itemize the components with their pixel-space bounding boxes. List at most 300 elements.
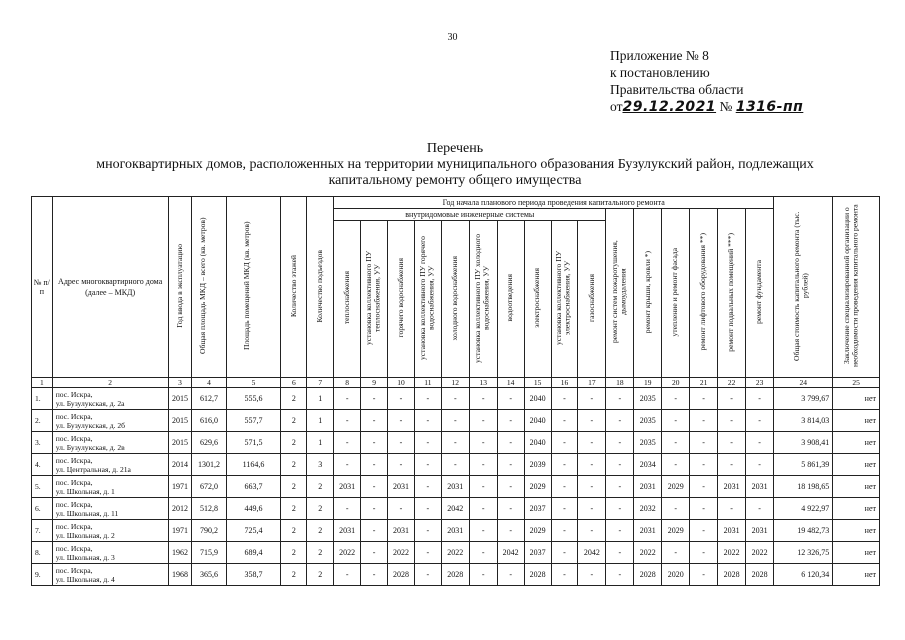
table-body [32, 388, 880, 586]
table-cell: - [690, 520, 718, 542]
table-row [32, 388, 880, 410]
table-cell: 4 922,97 [774, 498, 833, 520]
table-cell: 2031 [388, 476, 415, 498]
column-number: 19 [634, 378, 662, 388]
table-cell: 2039 [524, 454, 551, 476]
table-cell: - [746, 432, 774, 454]
column-number: 22 [718, 378, 746, 388]
table-cell: 18 198,65 [774, 476, 833, 498]
row-address: пос. Искра, ул. Бузулукская, д. 2в [52, 432, 168, 454]
table-cell: 2031 [634, 476, 662, 498]
table-cell: 3 [307, 454, 334, 476]
row-address: пос. Искра, ул. Школьная, д. 3 [52, 542, 168, 564]
table-cell: - [690, 542, 718, 564]
table-cell: - [606, 388, 634, 410]
table-cell: - [361, 432, 388, 454]
header-elec: электроснабжения [524, 221, 551, 378]
header-premises-area: Площадь помещений МКД (кв. метров) [226, 197, 281, 378]
table-cell: - [606, 432, 634, 454]
table-cell: - [578, 410, 606, 432]
table-cell: 2042 [441, 498, 469, 520]
row-address: пос. Искра, ул. Школьная, д. 4 [52, 564, 168, 586]
table-cell: - [361, 542, 388, 564]
table-cell: - [551, 454, 578, 476]
table-cell: 2035 [634, 432, 662, 454]
table-cell: - [414, 432, 441, 454]
table-cell: 2 [281, 564, 307, 586]
table-cell: - [388, 498, 415, 520]
column-number: 17 [578, 378, 606, 388]
column-number: 6 [281, 378, 307, 388]
table-cell: - [718, 498, 746, 520]
row-number: 6. [32, 498, 53, 520]
table-cell: 612,7 [192, 388, 226, 410]
table-cell: - [334, 498, 361, 520]
table-cell: 2028 [388, 564, 415, 586]
table-cell: - [690, 410, 718, 432]
table-cell: нет [833, 454, 880, 476]
document-title [30, 141, 880, 189]
row-number: 3. [32, 432, 53, 454]
table-cell: - [551, 388, 578, 410]
table-cell: - [746, 498, 774, 520]
table-cell: 2012 [168, 498, 192, 520]
table-cell: 2 [281, 520, 307, 542]
column-number: 3 [168, 378, 192, 388]
table-cell: - [441, 388, 469, 410]
table-cell: 358,7 [226, 564, 281, 586]
table-cell: - [606, 542, 634, 564]
table-cell: - [662, 542, 690, 564]
table-cell: - [551, 476, 578, 498]
table-cell: 19 482,73 [774, 520, 833, 542]
table-cell: - [334, 564, 361, 586]
table-cell: - [718, 432, 746, 454]
table-cell: 3 799,67 [774, 388, 833, 410]
table-cell: - [334, 432, 361, 454]
table-cell: 1971 [168, 520, 192, 542]
title-line-1: Перечень [426, 141, 484, 156]
table-row [32, 476, 880, 498]
column-number: 11 [414, 378, 441, 388]
table-cell: 2029 [524, 476, 551, 498]
table-cell: - [662, 454, 690, 476]
table-cell: - [606, 476, 634, 498]
number-prefix: № [719, 99, 733, 114]
table-cell: 1971 [168, 476, 192, 498]
column-number: 21 [690, 378, 718, 388]
table-cell: 2031 [746, 520, 774, 542]
column-number: 15 [524, 378, 551, 388]
table-cell: - [469, 454, 497, 476]
column-number: 1 [32, 378, 53, 388]
table-cell: 2 [307, 476, 334, 498]
table-cell: - [578, 432, 606, 454]
row-number: 8. [32, 542, 53, 564]
table-cell: 2 [281, 542, 307, 564]
table-cell: 2022 [441, 542, 469, 564]
table-cell: - [414, 476, 441, 498]
column-number: 2 [52, 378, 168, 388]
table-row [32, 410, 880, 432]
table-cell: - [551, 564, 578, 586]
table-cell: 2028 [441, 564, 469, 586]
table-cell: - [606, 454, 634, 476]
header-fire: ремонт систем пожаротушения, дымоудаления [606, 209, 634, 378]
header-lift: ремонт лифтового оборудования **) [690, 209, 718, 378]
table-cell: 2 [281, 432, 307, 454]
row-number: 5. [32, 476, 53, 498]
table-cell: 6 120,34 [774, 564, 833, 586]
table-cell: 2031 [334, 520, 361, 542]
table-cell: - [606, 564, 634, 586]
table-cell: - [469, 410, 497, 432]
table-cell: 2031 [441, 476, 469, 498]
table-cell: - [441, 432, 469, 454]
table-row [32, 564, 880, 586]
table-cell: 1 [307, 410, 334, 432]
table-cell: - [690, 498, 718, 520]
row-number: 4. [32, 454, 53, 476]
table-cell: - [469, 432, 497, 454]
table-cell: 512,8 [192, 498, 226, 520]
table-cell: - [361, 388, 388, 410]
header-systems: внутридомовые инженерные системы [334, 209, 606, 221]
table-cell: - [578, 388, 606, 410]
table-cell: 2028 [746, 564, 774, 586]
column-number: 12 [441, 378, 469, 388]
row-number: 9. [32, 564, 53, 586]
table-cell: 5 861,39 [774, 454, 833, 476]
header-basement: ремонт подвальных помещений ***) [718, 209, 746, 378]
table-row [32, 520, 880, 542]
header-address: Адрес многоквартирного дома (далее – МКД) [52, 197, 168, 378]
table-cell: - [414, 410, 441, 432]
header-heat-meter: установка коллективного ПУ теплоснабжения, УУ [361, 221, 388, 378]
table-cell: - [578, 476, 606, 498]
table-row [32, 432, 880, 454]
table-cell: 2 [307, 498, 334, 520]
table-cell: 2031 [388, 520, 415, 542]
table-cell: 2022 [388, 542, 415, 564]
table-cell: 2 [281, 498, 307, 520]
header-total-area: Общая площадь МКД – всего (кв. метров) [192, 197, 226, 378]
table-cell: 2042 [578, 542, 606, 564]
row-address: пос. Искра, ул. Школьная, д. 2 [52, 520, 168, 542]
table-cell: 3 814,03 [774, 410, 833, 432]
table-cell: - [606, 520, 634, 542]
table-cell: 2 [281, 476, 307, 498]
header-gas: газоснабжения [578, 221, 606, 378]
table-cell: 2034 [634, 454, 662, 476]
table-cell: - [334, 388, 361, 410]
table-cell: - [361, 520, 388, 542]
column-number: 9 [361, 378, 388, 388]
table-cell: 2029 [662, 520, 690, 542]
table-cell: - [469, 476, 497, 498]
table-cell: 2015 [168, 410, 192, 432]
table-cell: - [718, 410, 746, 432]
table-cell: 2022 [746, 542, 774, 564]
column-number: 25 [833, 378, 880, 388]
row-address: пос. Искра, ул. Бузулукская, д. 2б [52, 410, 168, 432]
table-cell: 449,6 [226, 498, 281, 520]
table-cell: - [718, 454, 746, 476]
column-number: 4 [192, 378, 226, 388]
table-cell: - [578, 498, 606, 520]
column-number: 23 [746, 378, 774, 388]
table-cell: нет [833, 520, 880, 542]
table-row [32, 498, 880, 520]
header-hot: горячего водоснабжения [388, 221, 415, 378]
row-number: 2. [32, 410, 53, 432]
table-cell: - [662, 388, 690, 410]
table-cell: - [497, 476, 524, 498]
table-cell: - [414, 498, 441, 520]
table-cell: - [361, 498, 388, 520]
table-cell: 663,7 [226, 476, 281, 498]
appendix-line-3: Правительства области [610, 82, 744, 97]
table-cell: 2028 [718, 564, 746, 586]
header-roof: ремонт крыши, кровли *) [634, 209, 662, 378]
table-cell: - [497, 520, 524, 542]
table-cell: 2 [281, 410, 307, 432]
table-cell: 2 [307, 542, 334, 564]
table-cell: 790,2 [192, 520, 226, 542]
table-cell: 2031 [718, 476, 746, 498]
table-cell: 715,9 [192, 542, 226, 564]
table-cell: - [414, 454, 441, 476]
table-cell: - [551, 498, 578, 520]
table-cell: - [606, 498, 634, 520]
table-cell: - [690, 454, 718, 476]
table-cell: - [414, 542, 441, 564]
table-cell: 2035 [634, 410, 662, 432]
table-cell: 555,6 [226, 388, 281, 410]
header-number: № п/п [32, 197, 53, 378]
table-cell: нет [833, 476, 880, 498]
table-cell: 629,6 [192, 432, 226, 454]
table-cell: - [361, 454, 388, 476]
table-cell: - [690, 476, 718, 498]
table-cell: - [690, 388, 718, 410]
header-hot-meter: установка коллективного ПУ горячего водоснабжения, УУ [414, 221, 441, 378]
table-cell: 2037 [524, 498, 551, 520]
table-cell: нет [833, 432, 880, 454]
table-cell: - [497, 432, 524, 454]
table-cell: - [551, 432, 578, 454]
table-cell: 2 [281, 454, 307, 476]
header-cost: Общая стоимость капитального ремонта (тыс. рублей) [774, 197, 833, 378]
table-cell: - [497, 410, 524, 432]
row-address: пос. Искра, ул. Школьная, д. 1 [52, 476, 168, 498]
table-cell: 2028 [634, 564, 662, 586]
appendix-block [610, 47, 803, 116]
table-cell: 2 [307, 520, 334, 542]
column-number: 13 [469, 378, 497, 388]
table-cell: 557,7 [226, 410, 281, 432]
table-cell: - [414, 564, 441, 586]
header-period: Год начала планового периода проведения капитального ремонта [334, 197, 774, 209]
table-cell: 2015 [168, 388, 192, 410]
table-cell: нет [833, 498, 880, 520]
table-cell: - [718, 388, 746, 410]
table-cell: - [469, 388, 497, 410]
table-cell: 2031 [634, 520, 662, 542]
table-cell: 2015 [168, 432, 192, 454]
table-cell: 2 [307, 564, 334, 586]
table-cell: - [469, 564, 497, 586]
table-cell: - [690, 432, 718, 454]
table-cell: 2022 [718, 542, 746, 564]
column-number: 24 [774, 378, 833, 388]
table-cell: 365,6 [192, 564, 226, 586]
header-cold-meter: установка коллективного ПУ холодного водоснабжения, УУ [469, 221, 497, 378]
table-cell: - [551, 520, 578, 542]
table-cell: 2029 [524, 520, 551, 542]
table-cell: - [578, 564, 606, 586]
decree-number: 1316-пп [735, 99, 804, 115]
table-cell: 1301,2 [192, 454, 226, 476]
title-line-3: капитальному ремонту общего имущества [328, 173, 582, 188]
table-cell: - [662, 410, 690, 432]
table-cell: - [414, 388, 441, 410]
table-cell: - [441, 454, 469, 476]
table-cell: нет [833, 410, 880, 432]
column-number: 8 [334, 378, 361, 388]
table-cell: - [578, 454, 606, 476]
table-cell: 3 908,41 [774, 432, 833, 454]
row-number: 7. [32, 520, 53, 542]
page-number: 30 [447, 32, 458, 43]
table-cell: - [746, 454, 774, 476]
column-number: 7 [307, 378, 334, 388]
table-cell: - [388, 454, 415, 476]
row-address: пос. Искра, ул. Бузулукская, д. 2а [52, 388, 168, 410]
table-cell: - [388, 432, 415, 454]
table-cell: - [497, 498, 524, 520]
table-cell: - [334, 454, 361, 476]
table-cell: - [497, 454, 524, 476]
column-number: 5 [226, 378, 281, 388]
table-cell: - [361, 476, 388, 498]
table-cell: 672,0 [192, 476, 226, 498]
table-cell: нет [833, 542, 880, 564]
table-cell: - [551, 542, 578, 564]
table-cell: 12 326,75 [774, 542, 833, 564]
table-cell: 571,5 [226, 432, 281, 454]
table-cell: 2028 [524, 564, 551, 586]
header-foundation: ремонт фундамента [746, 209, 774, 378]
column-number: 20 [662, 378, 690, 388]
buildings-table [31, 196, 880, 586]
table-cell: 2020 [662, 564, 690, 586]
header-floors: Количество этажей [281, 197, 307, 378]
header-conclusion: Заключение специализированной организации о необходимости проведения капитального ремонта [833, 197, 880, 378]
table-cell: - [469, 520, 497, 542]
row-address: пос. Искра, ул. Школьная, д. 11 [52, 498, 168, 520]
table-cell: 2042 [497, 542, 524, 564]
row-number: 1. [32, 388, 53, 410]
header-year: Год ввода в эксплуатацию [168, 197, 192, 378]
column-numbers-row [32, 378, 880, 388]
table-cell: 2 [281, 388, 307, 410]
column-number: 18 [606, 378, 634, 388]
table-cell: - [578, 520, 606, 542]
table-cell: - [662, 498, 690, 520]
table-cell: - [361, 410, 388, 432]
table-cell: - [690, 564, 718, 586]
table-cell: - [497, 388, 524, 410]
table-cell: - [497, 564, 524, 586]
header-facade: утепление и ремонт фасада [662, 209, 690, 378]
table-cell: 2040 [524, 410, 551, 432]
header-elec-meter: установка коллективного ПУ электроснабжения, УУ [551, 221, 578, 378]
table-cell: 1164,6 [226, 454, 281, 476]
table-cell: - [334, 410, 361, 432]
table-cell: - [662, 432, 690, 454]
table-cell: 725,4 [226, 520, 281, 542]
header-entrances: Количество подъездов [307, 197, 334, 378]
table-cell: 1 [307, 388, 334, 410]
decree-date: 29.12.2021 [622, 99, 717, 115]
table-cell: - [361, 564, 388, 586]
column-number: 10 [388, 378, 415, 388]
table-cell: 689,4 [226, 542, 281, 564]
table-cell: - [746, 388, 774, 410]
column-number: 14 [497, 378, 524, 388]
table-cell: 2031 [746, 476, 774, 498]
table-cell: - [414, 520, 441, 542]
table-cell: 2014 [168, 454, 192, 476]
table-cell: - [551, 410, 578, 432]
row-address: пос. Искра, ул. Центральная, д. 21а [52, 454, 168, 476]
header-cold: холодного водоснабжения [441, 221, 469, 378]
table-row [32, 454, 880, 476]
table-cell: 2031 [334, 476, 361, 498]
table-cell: - [606, 410, 634, 432]
header-drain: водоотведения [497, 221, 524, 378]
table-row [32, 542, 880, 564]
table-cell: 1962 [168, 542, 192, 564]
date-prefix: от [610, 99, 623, 114]
column-number: 16 [551, 378, 578, 388]
table-cell: нет [833, 564, 880, 586]
table-cell: - [469, 542, 497, 564]
appendix-date-line [610, 98, 803, 116]
title-line-2: многоквартирных домов, расположенных на территории муниципального образования Бузулукский район, подлежащих [96, 157, 814, 172]
table-cell: 2037 [524, 542, 551, 564]
table-cell: - [441, 410, 469, 432]
table-cell: 2032 [634, 498, 662, 520]
table-cell: 2031 [718, 520, 746, 542]
table-cell: - [469, 498, 497, 520]
table-cell: 2040 [524, 432, 551, 454]
table-cell: 2022 [634, 542, 662, 564]
table-cell: - [388, 410, 415, 432]
table-cell: 2040 [524, 388, 551, 410]
table-cell: 2029 [662, 476, 690, 498]
table-cell: нет [833, 388, 880, 410]
table-cell: 616,0 [192, 410, 226, 432]
table-cell: 2022 [334, 542, 361, 564]
header-heat: теплоснабжения [334, 221, 361, 378]
appendix-line-1: Приложение № 8 [610, 48, 709, 63]
appendix-line-2: к постановлению [610, 65, 710, 80]
table-cell: 1 [307, 432, 334, 454]
table-cell: 2035 [634, 388, 662, 410]
table-cell: - [746, 410, 774, 432]
